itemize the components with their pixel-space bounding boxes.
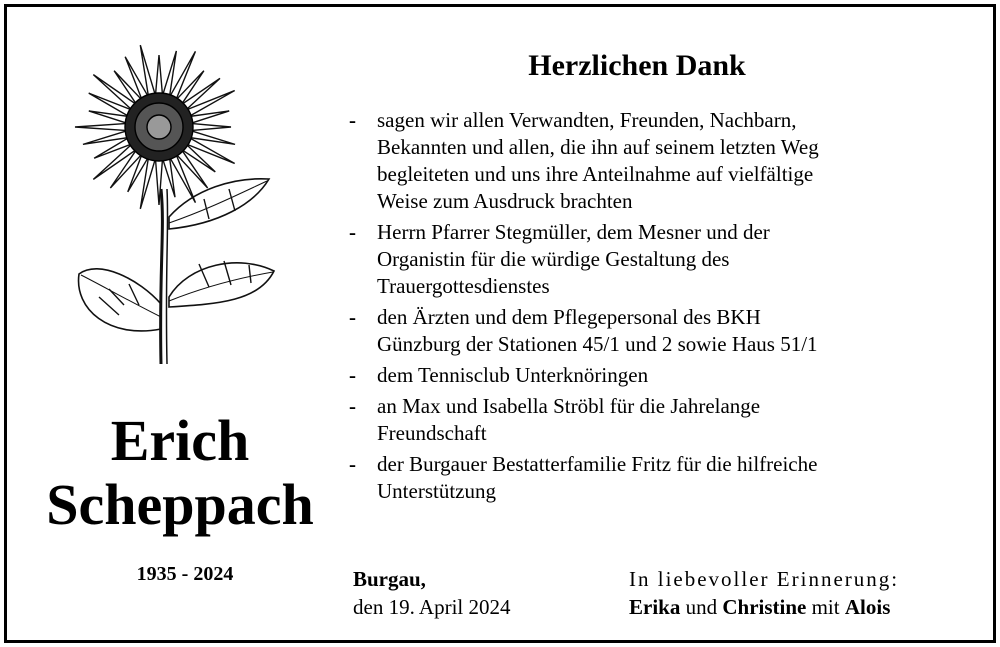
thanks-item: [349, 219, 969, 300]
thanks-line: Organistin für die würdige Gestaltung des: [377, 247, 730, 271]
last-name: Scheppach: [46, 472, 314, 537]
name-erika: Erika: [629, 595, 681, 619]
sunflower-icon: [69, 39, 309, 369]
thanks-line: sagen wir allen Verwandten, Freunden, Nachbarn,: [377, 108, 797, 132]
memory-intro: In liebevoller Erinnerung:: [629, 567, 900, 591]
date: den 19. April 2024: [353, 595, 511, 619]
thanks-item: [349, 451, 969, 505]
city: Burgau,: [353, 567, 426, 591]
thanks-item: [349, 393, 969, 447]
heading: Herzlichen Dank: [528, 49, 746, 82]
dash: -: [349, 220, 356, 244]
petal: [75, 123, 127, 130]
thanks-line: der Burgauer Bestatterfamilie Fritz für die hilfreiche: [377, 452, 818, 476]
petal: [191, 123, 231, 130]
dash: -: [349, 394, 356, 418]
dash: -: [349, 108, 356, 132]
petal: [155, 55, 162, 95]
thanks-line: an Max und Isabella Ströbl für die Jahrelange: [377, 394, 761, 418]
thanks-line: Bekannten und allen, die ihn auf seinem letzten Weg: [377, 135, 819, 159]
dash: -: [349, 305, 356, 329]
signature-block: [629, 565, 899, 621]
thanks-line: Trauergottesdienstes: [377, 274, 550, 298]
dash: -: [349, 363, 356, 387]
first-name: Erich: [110, 408, 250, 473]
thanks-line: begleiteten und uns ihre Anteilnahme auf vielfältige: [377, 162, 814, 186]
with-word: mit: [811, 595, 840, 619]
thanks-item: [349, 304, 969, 358]
thanks-line: Freundschaft: [377, 421, 487, 445]
thanks-line: Unterstützung: [377, 479, 496, 503]
and-word: und: [685, 595, 718, 619]
dash: -: [349, 452, 356, 476]
thanks-line: Günzburg der Stationen 45/1 und 2 sowie Haus 51/1: [377, 332, 818, 356]
thanks-line: den Ärzten und dem Pflegepersonal des BKH: [377, 305, 761, 329]
thanks-line: Weise zum Ausdruck brachten: [377, 189, 633, 213]
thanks-line: Herrn Pfarrer Stegmüller, dem Mesner und der: [377, 220, 770, 244]
thanks-item: [349, 107, 969, 215]
name-alois: Alois: [844, 595, 891, 619]
thanks-list: [349, 107, 969, 509]
obituary-card: [4, 4, 996, 643]
name-christine: Christine: [722, 595, 807, 619]
place-date: [353, 565, 511, 621]
thanks-line: dem Tennisclub Unterknöringen: [377, 363, 649, 387]
life-dates: 1935 - 2024: [136, 563, 234, 585]
thanks-item: [349, 362, 969, 389]
